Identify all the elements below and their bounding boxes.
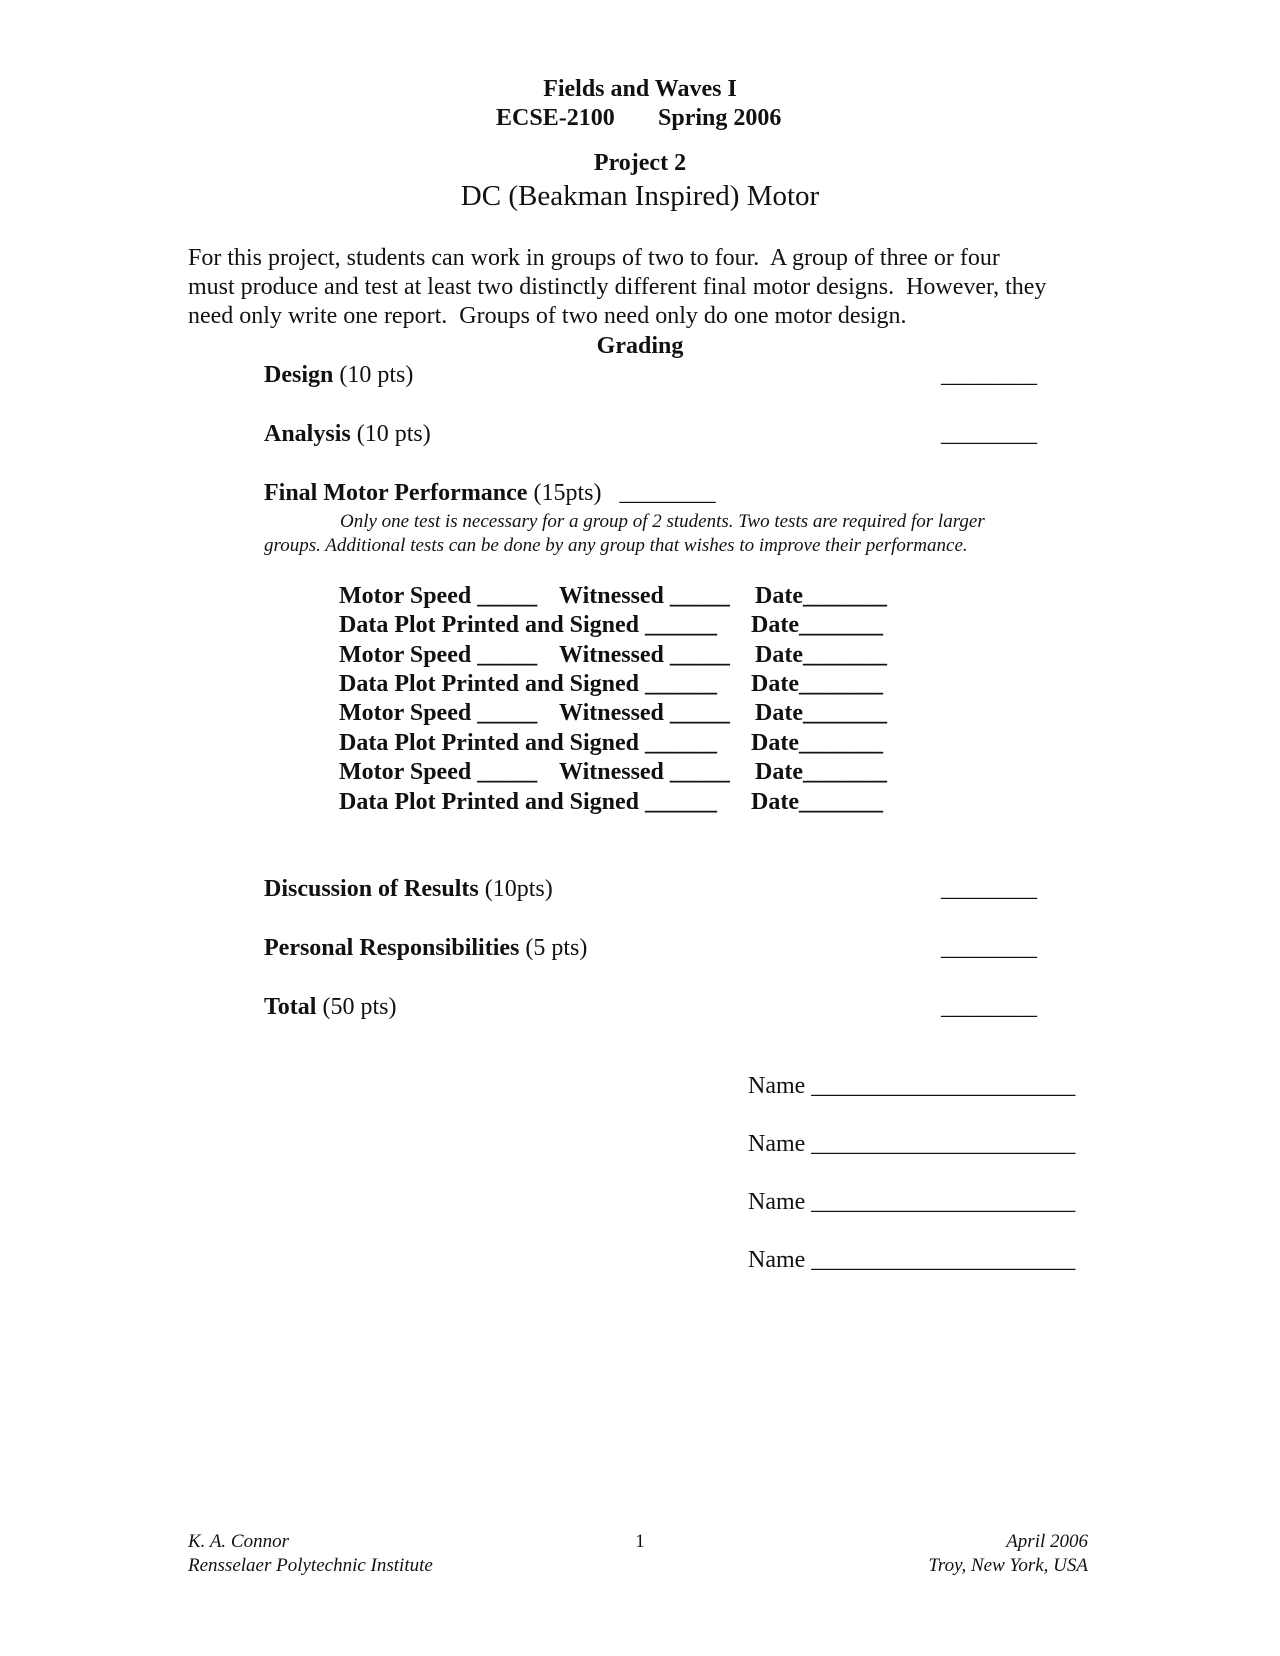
- date-field: Date_______: [755, 583, 887, 609]
- grading-heading: Grading: [596, 333, 684, 359]
- final-motor-note: [264, 510, 985, 558]
- intro-paragraph: [188, 244, 1108, 331]
- grading-line-final-motor: ________: [619, 480, 716, 506]
- test-row-data-plot: [339, 730, 883, 757]
- footer-location: Troy, New York, USA: [928, 1555, 1088, 1576]
- footer-institution: Rensselaer Polytechnic Institute: [188, 1555, 433, 1576]
- date-field: Date_______: [755, 759, 887, 785]
- grading-item-personal: [264, 935, 587, 962]
- grading-line-analysis: ________: [941, 421, 1037, 447]
- witnessed-field: Witnessed _____: [559, 583, 730, 609]
- test-row-data-plot: [339, 671, 883, 698]
- grading-item-label: Discussion of Results: [264, 876, 479, 902]
- name-field: Name ______________________: [748, 1131, 1076, 1157]
- footer-right: [928, 1530, 1088, 1578]
- witnessed-field: Witnessed _____: [559, 759, 730, 785]
- grading-item-label: Design: [264, 362, 334, 388]
- witnessed-field: Witnessed _____: [559, 700, 730, 726]
- name-field: Name ______________________: [748, 1073, 1076, 1099]
- test-row-motor-speed: [339, 700, 887, 727]
- intro-line: For this project, students can work in groups of two to four. A group of three or four: [188, 245, 1000, 271]
- date-field: Date_______: [751, 730, 883, 756]
- test-row-motor-speed: [339, 583, 887, 610]
- data-plot-field: Data Plot Printed and Signed ______: [339, 671, 718, 697]
- grading-item-points: (10 pts): [339, 362, 414, 388]
- name-field: Name ______________________: [748, 1189, 1076, 1215]
- test-row-data-plot: [339, 789, 883, 816]
- intro-line: need only write one report. Groups of two need only do one motor design.: [188, 303, 907, 329]
- date-field: Date_______: [755, 700, 887, 726]
- witnessed-field: Witnessed _____: [559, 642, 730, 668]
- grading-item-discussion: [264, 876, 553, 903]
- grading-line-discussion: ________: [941, 876, 1037, 902]
- motor-speed-field: Motor Speed _____: [339, 642, 538, 668]
- grading-item-design: [264, 362, 413, 389]
- project-title: DC (Beakman Inspired) Motor: [460, 180, 820, 212]
- grading-item-label: Personal Responsibilities: [264, 935, 520, 961]
- grading-item-points: (10pts): [484, 876, 553, 902]
- grading-line-personal: ________: [941, 935, 1037, 961]
- grading-item-points: (5 pts): [525, 935, 588, 961]
- grading-item-final-motor: [264, 480, 715, 507]
- test-row-motor-speed: [339, 759, 887, 786]
- intro-line: must produce and test at least two distinctly different final motor designs. However, they: [188, 274, 1047, 300]
- date-field: Date_______: [755, 642, 887, 668]
- grading-item-points: (50 pts): [322, 994, 397, 1020]
- course-code: ECSE-2100: [496, 105, 615, 131]
- note-line: Only one test is necessary for a group of 2 students. Two tests are required for larger: [340, 511, 985, 532]
- grading-item-points: (15pts): [533, 480, 602, 506]
- motor-speed-field: Motor Speed _____: [339, 759, 538, 785]
- test-row-motor-speed: [339, 642, 887, 669]
- page-number: 1: [635, 1531, 645, 1552]
- footer-date: April 2006: [1006, 1531, 1088, 1552]
- grading-line-total: ________: [941, 994, 1037, 1020]
- course-title: Fields and Waves I: [543, 76, 737, 102]
- data-plot-field: Data Plot Printed and Signed ______: [339, 789, 718, 815]
- motor-speed-field: Motor Speed _____: [339, 700, 538, 726]
- note-line: groups. Additional tests can be done by any group that wishes to improve their performance.: [264, 535, 968, 556]
- grading-item-label: Total: [264, 994, 317, 1020]
- grading-line-design: ________: [941, 362, 1037, 388]
- grading-item-label: Final Motor Performance: [264, 480, 528, 506]
- course-term: Spring 2006: [658, 105, 782, 131]
- motor-speed-field: Motor Speed _____: [339, 583, 538, 609]
- data-plot-field: Data Plot Printed and Signed ______: [339, 612, 718, 638]
- name-field: Name ______________________: [748, 1247, 1076, 1273]
- date-field: Date_______: [751, 612, 883, 638]
- grading-item-label: Analysis: [264, 421, 351, 447]
- footer-author: K. A. Connor: [188, 1531, 290, 1552]
- grading-item-total: [264, 994, 396, 1021]
- grading-item-points: (10 pts): [356, 421, 431, 447]
- date-field: Date_______: [751, 789, 883, 815]
- project-number: Project 2: [593, 150, 687, 176]
- grading-item-analysis: [264, 421, 431, 448]
- date-field: Date_______: [751, 671, 883, 697]
- data-plot-field: Data Plot Printed and Signed ______: [339, 730, 718, 756]
- test-row-data-plot: [339, 612, 883, 639]
